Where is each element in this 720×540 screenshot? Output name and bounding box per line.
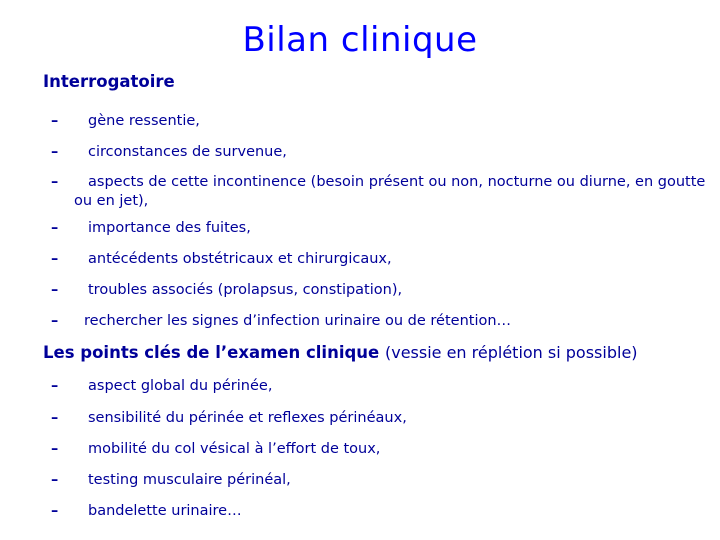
bullet-dash: – <box>51 503 59 519</box>
list-item-text: importance des fuites, <box>88 220 251 236</box>
bullet-dash: – <box>51 113 59 129</box>
bullet-dash: – <box>51 251 59 267</box>
list-item-text: aspect global du périnée, <box>88 378 273 394</box>
section-heading-interrogatoire: Interrogatoire <box>43 72 175 91</box>
list-item-text: bandelette urinaire… <box>88 503 242 519</box>
list-item-text: antécédents obstétricaux et chirurgicaux, <box>88 251 392 267</box>
bullet-dash: – <box>51 410 59 426</box>
list-item-text: rechercher les signes d’infection urinaire ou de rétention… <box>84 313 512 329</box>
section-heading-text: Les points clés de l’examen clinique <box>43 343 380 362</box>
list-item-text: mobilité du col vésical à l’effort de toux, <box>88 441 381 457</box>
bullet-dash: – <box>51 174 59 190</box>
section-heading-note: (vessie en réplétion si possible) <box>384 343 638 362</box>
bullet-dash: – <box>51 220 59 236</box>
bullet-dash: – <box>51 313 59 329</box>
list-item-text: aspects de cette incontinence (besoin présent ou non, nocturne ou diurne, en goutte <box>88 174 706 190</box>
bullet-dash: – <box>51 472 59 488</box>
list-item-text: circonstances de survenue, <box>88 144 287 160</box>
page-title: Bilan clinique <box>242 20 478 60</box>
bullet-dash: – <box>51 441 59 457</box>
list-item-text: troubles associés (prolapsus, constipation), <box>88 282 403 298</box>
bullet-dash: – <box>51 378 59 394</box>
list-item-text: sensibilité du périnée et reflexes périnéaux, <box>88 410 407 426</box>
list-item-text-continuation: ou en jet), <box>74 193 149 209</box>
list-item-text: gène ressentie, <box>88 113 200 129</box>
section-heading-examen <box>43 343 638 362</box>
bullet-dash: – <box>51 144 59 160</box>
list-item-text: testing musculaire périnéal, <box>88 472 291 488</box>
bullet-dash: – <box>51 282 59 298</box>
